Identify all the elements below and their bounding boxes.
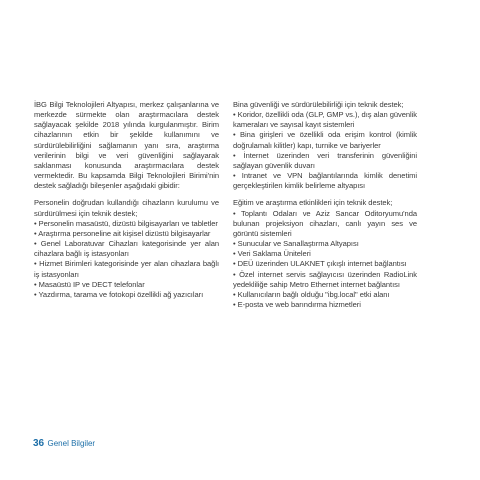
page-footer	[33, 438, 95, 449]
list-item: • Kullanıcıların bağlı olduğu "ibg.local" etki alanı	[233, 289, 390, 299]
list-item: • E-posta ve web barındırma hizmetleri	[233, 299, 361, 309]
list-item: • Sunucular ve Sanallaştırma Altyapısı	[233, 239, 359, 249]
list-item: • Genel Laboratuvar Cihazları kategorisinde yer alan cihazlara bağlı iş istasyonları	[34, 239, 219, 259]
list-item: • Yazdırma, tarama ve fotokopi özellikli ağ yazıcıları	[34, 289, 204, 299]
building-security-heading: Bina güvenliği ve sürdürülebilirliği için teknik destek;	[233, 100, 404, 109]
list-item: • DEÜ üzerinden ULAKNET çıkışlı internet bağlantısı	[233, 259, 407, 269]
right-column	[233, 100, 417, 310]
list-item: • Araştırma personeline ait kişisel dizüstü bilgisayarlar	[34, 228, 211, 238]
list-item: • Toplantı Odaları ve Aziz Sancar Oditoryumu'nda bulunan projeksiyon cihazları, canlı yayın ses ve görüntü sistemleri	[233, 208, 417, 238]
section-label: Genel Bilgiler	[47, 439, 96, 448]
list-item: • Masaüstü IP ve DECT telefonlar	[34, 279, 145, 289]
list-item: • Personelin masaüstü, dizüstü bilgisayarları ve tabletler	[34, 218, 218, 228]
list-item: • Bina girişleri ve özellikli oda erişim kontrol (kimlik doğrulamalı kilitler) kapı, turnike ve bariyerler	[233, 130, 417, 150]
page-number: 36	[33, 438, 45, 449]
research-support-heading: Eğitim ve araştırma etkinlikleri için teknik destek;	[233, 198, 393, 208]
list-item: • Hizmet Birimleri kategorisinde yer alan cihazlara bağlı iş istasyonları	[34, 259, 219, 279]
left-column	[34, 100, 219, 300]
intro-paragraph: İBG Bilgi Teknolojileri Altyapısı, merkez çalışanlarına ve merkezde sürmekte olan araştırmacılara destek sağlayacak şekilde 2018 yılında kurgulanmıştır. Birim cihazlarının etkin bir şekilde kullanımını ve sürdürülebilirliğini sağlamanın yanı sıra, araştırma verilerinin bilgi ve veri güvenliğini sağlayarak saklanması konusunda araştırmacılara destek vermektedir. Bu kapsamda Bilgi Teknolojileri Birimi'nin destek sağladığı bileşenler aşağıdaki gibidir:	[34, 100, 219, 191]
personnel-support-heading: Personelin doğrudan kullandığı cihazların kurulumu ve sürdürülmesi için teknik destek;	[34, 198, 219, 218]
list-item: • Intranet ve VPN bağlantılarında kimlik denetimi gerçekleştirilen kimlik belirleme altyapısı	[233, 171, 417, 191]
list-item: • İnternet üzerinden veri transferinin güvenliğini sağlayan güvenlik duvarı	[233, 150, 417, 170]
list-item: • Özel internet servis sağlayıcısı üzerinden RadioLink yedekliliğe sahip Metro Ethernet internet bağlantısı	[233, 269, 417, 289]
list-item: • Koridor, özellikli oda (GLP, GMP vs.), dış alan güvenlik kameraları ve sayısal kayıt sistemleri	[233, 110, 417, 130]
list-item: • Veri Saklama Üniteleri	[233, 249, 311, 259]
